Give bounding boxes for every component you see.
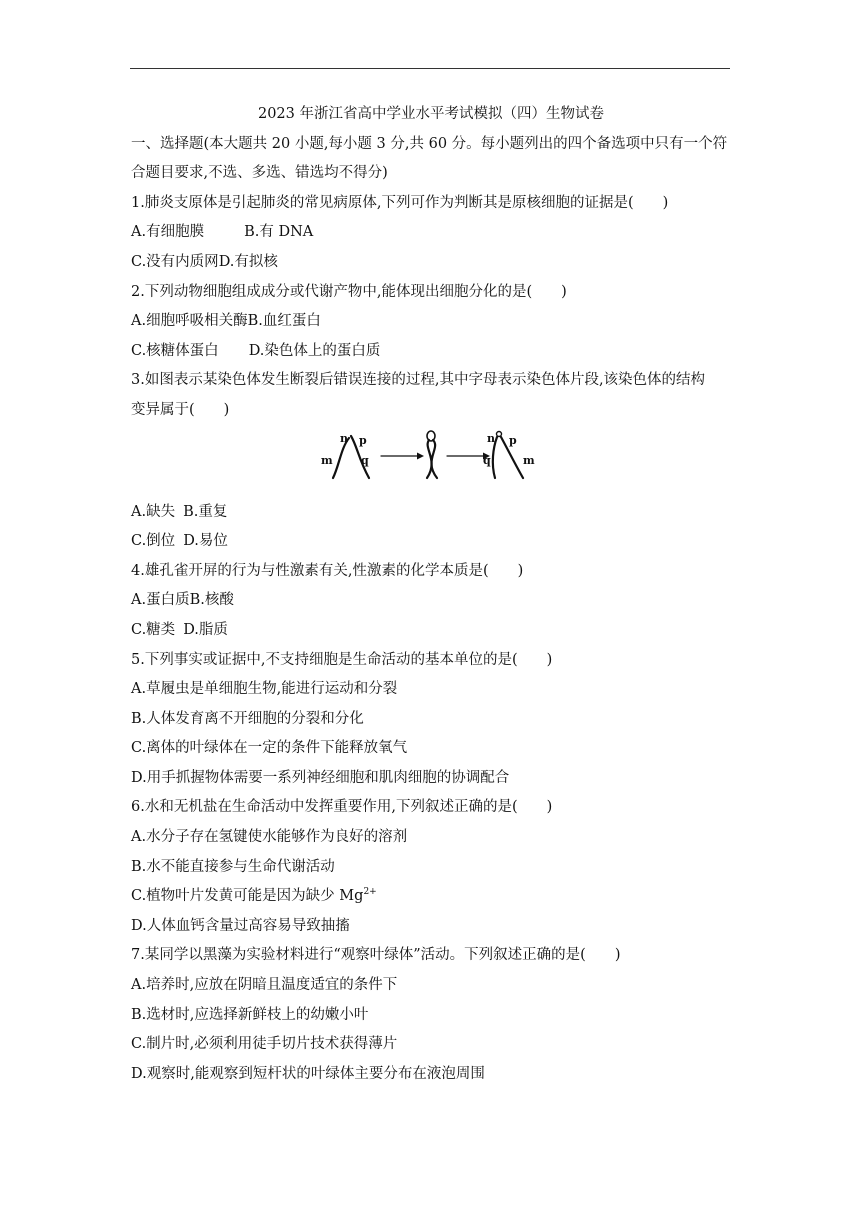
question-5-option-b: B.人体发育离不开细胞的分裂和分化 [131, 710, 364, 727]
section-header-line-2: 合题目要求,不选、多选、错选均不得分) [131, 165, 388, 182]
option-d: D.有拟核 [218, 253, 278, 270]
question-4-options-row-2 [131, 616, 731, 646]
chromosome-inversion-diagram [319, 426, 543, 498]
question-7-option-d: D.观察时,能观察到短杆状的叶绿体主要分布在液泡周围 [131, 1065, 485, 1082]
question-6-option-d: D.人体血钙含量过高容易导致抽搐 [131, 917, 350, 934]
label-m-1: m [321, 453, 333, 467]
option-a: A.细胞呼吸相关酶 [131, 313, 248, 330]
mg-ion-charge: 2+ [363, 887, 377, 898]
option-c: C.核糖体蛋白 [131, 342, 219, 359]
question-4-options-row-1 [131, 586, 731, 616]
option-a: A.蛋白质 [131, 592, 190, 609]
option-c: C.没有内质网 [131, 253, 219, 270]
question-6-option-b: B.水不能直接参与生命代谢活动 [131, 858, 335, 875]
top-rule [130, 68, 730, 69]
question-7-option-b: B.选材时,应选择新鲜枝上的幼嫩小叶 [131, 1006, 369, 1023]
question-5-option-d: D.用手抓握物体需要一系列神经细胞和肌肉细胞的协调配合 [131, 769, 510, 786]
question-6-stem: 6.水和无机盐在生命活动中发挥重要作用,下列叙述正确的是( ) [131, 799, 553, 816]
question-1-stem: 1.肺炎支原体是引起肺炎的常见病原体,下列可作为判断其是原核细胞的证据是( ) [131, 194, 669, 211]
option-d: D.脂质 [183, 621, 228, 638]
exam-title: 2023 年浙江省高中学业水平考试模拟（四）生物试卷 [257, 106, 604, 122]
question-7-stem: 7.某同学以黑藻为实验材料进行“观察叶绿体”活动。下列叙述正确的是( ) [131, 947, 621, 964]
exam-content [131, 100, 731, 1089]
label-q-2: q [483, 453, 491, 467]
chromosome-figure [131, 426, 731, 498]
question-2-options-row-1 [131, 307, 731, 337]
question-2-stem: 2.下列动物细胞组成成分或代谢产物中,能体现出细胞分化的是( ) [131, 283, 567, 300]
section-header-line-1: 一、选择题(本大题共 20 小题,每小题 3 分,共 60 分。每小题列出的四个备选项中只有一个符 [131, 135, 728, 152]
question-7-option-c: C.制片时,必须利用徒手切片技术获得薄片 [131, 1036, 398, 1053]
question-5-option-a: A.草履虫是单细胞生物,能进行运动和分裂 [131, 681, 398, 698]
question-6-option-c [131, 882, 731, 912]
chromosome-3-centromere [497, 431, 502, 436]
question-5-option-c: C.离体的叶绿体在一定的条件下能释放氧气 [131, 740, 408, 757]
question-3-stem-line-1: 3.如图表示某染色体发生断裂后错误连接的过程,其中字母表示染色体片段,该染色体的结构 [131, 372, 706, 389]
question-2-options-row-2 [131, 337, 731, 367]
label-p-1: p [359, 433, 367, 447]
label-q-1: q [361, 453, 369, 467]
arrow-1-head [417, 452, 424, 459]
option-a: A.有细胞膜 [131, 224, 205, 241]
question-7-option-a: A.培养时,应放在阴暗且温度适宜的条件下 [131, 977, 398, 994]
question-1-options-row-1 [131, 218, 731, 248]
option-d: D.易位 [183, 533, 228, 550]
question-5-stem: 5.下列事实或证据中,不支持细胞是生命活动的基本单位的是( ) [131, 651, 553, 668]
question-3-options-row-1 [131, 498, 731, 528]
option-b: B.核酸 [189, 592, 234, 609]
label-p-2: p [509, 433, 517, 447]
label-m-2: m [523, 453, 535, 467]
label-n-1: n [340, 431, 348, 445]
question-6-option-a: A.水分子存在氢键使水能够作为良好的溶剂 [131, 829, 408, 846]
question-1-options-row-2 [131, 248, 731, 278]
option-c: C.糖类 [131, 621, 176, 638]
option-b: B.重复 [183, 503, 228, 520]
option-a: A.缺失 [131, 503, 176, 520]
option-c-text: C.植物叶片发黄可能是因为缺少 Mg [131, 888, 364, 905]
option-b: B.血红蛋白 [247, 313, 321, 330]
chromosome-2-strand-b [431, 440, 437, 478]
option-c: C.倒位 [131, 533, 176, 550]
question-4-stem: 4.雄孔雀开屏的行为与性激素有关,性激素的化学本质是( ) [131, 562, 524, 579]
question-3-stem-line-2: 变异属于( ) [131, 401, 230, 418]
option-d: D.染色体上的蛋白质 [248, 342, 381, 359]
label-n-2: n [487, 431, 495, 445]
option-b: B.有 DNA [244, 224, 314, 241]
question-3-options-row-2 [131, 527, 731, 557]
